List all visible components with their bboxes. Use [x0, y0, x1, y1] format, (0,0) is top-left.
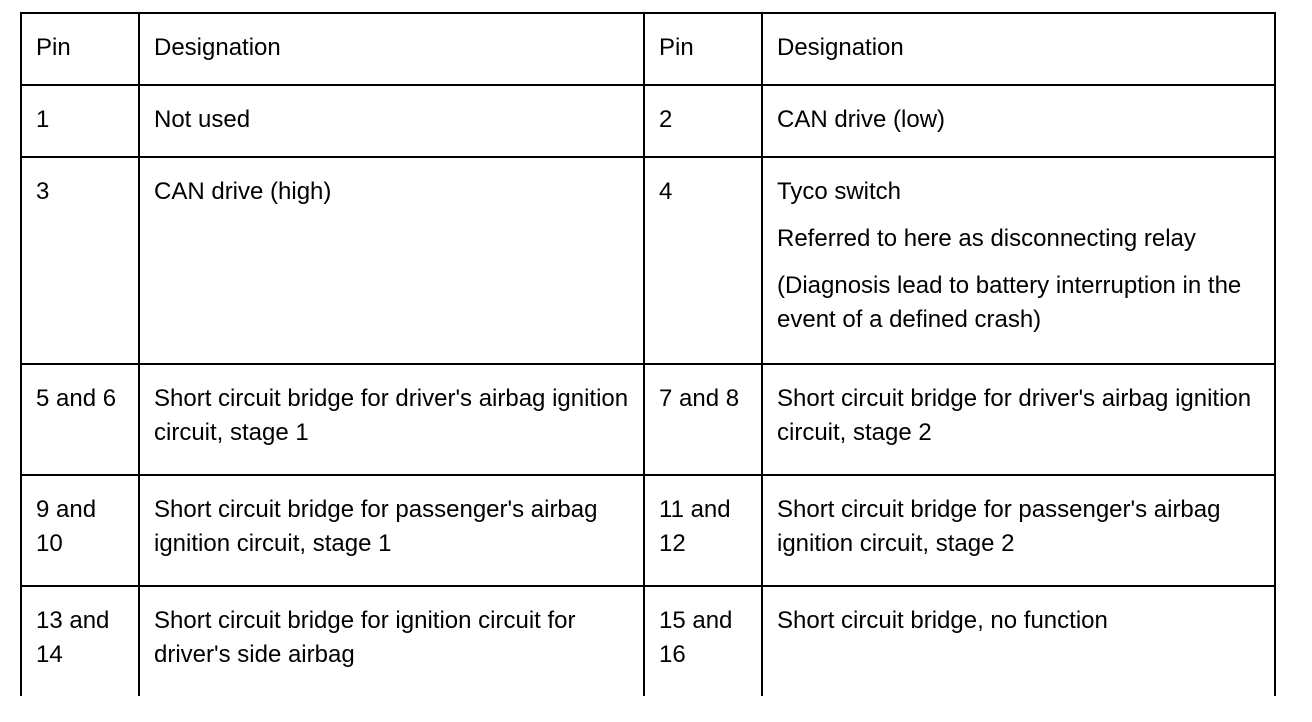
pin-a-cell: 9 and 10	[21, 475, 139, 586]
designation-b-cell: Short circuit bridge, no function	[762, 586, 1275, 696]
designation-b-cell: Short circuit bridge for passenger's airbag ignition circuit, stage 2	[762, 475, 1275, 586]
designation-a-cell: CAN drive (high)	[139, 157, 644, 364]
designation-a-cell: Short circuit bridge for driver's airbag ignition circuit, stage 1	[139, 364, 644, 475]
pin-a-cell: 13 and 14	[21, 586, 139, 696]
table-header-row	[21, 13, 1275, 85]
pin-b-cell: 7 and 8	[644, 364, 762, 475]
table-row	[21, 364, 1275, 475]
pin-b-cell: 2	[644, 85, 762, 157]
designation-line: Referred to here as disconnecting relay	[777, 225, 1196, 252]
header-pin-b: Pin	[644, 13, 762, 85]
pin-b-cell: 11 and 12	[644, 475, 762, 586]
table-row	[21, 157, 1275, 364]
pin-b-cell: 15 and 16	[644, 586, 762, 696]
header-pin-a: Pin	[21, 13, 139, 85]
table-row	[21, 85, 1275, 157]
designation-a-cell: Short circuit bridge for passenger's airbag ignition circuit, stage 1	[139, 475, 644, 586]
header-designation-b: Designation	[762, 13, 1275, 85]
designation-line: (Diagnosis lead to battery interruption in the event of a defined crash)	[777, 272, 1242, 333]
pin-assignment-table	[20, 12, 1276, 696]
pin-a-cell: 1	[21, 85, 139, 157]
table-row	[21, 475, 1275, 586]
pin-a-cell: 5 and 6	[21, 364, 139, 475]
pin-b-cell: 4	[644, 157, 762, 364]
designation-b-cell: Short circuit bridge for driver's airbag ignition circuit, stage 2	[762, 364, 1275, 475]
designation-a-cell: Short circuit bridge for ignition circuit for driver's side airbag	[139, 586, 644, 696]
designation-a-cell: Not used	[139, 85, 644, 157]
pin-a-cell: 3	[21, 157, 139, 364]
designation-b-cell	[762, 157, 1275, 364]
table-row	[21, 586, 1275, 696]
header-designation-a: Designation	[139, 13, 644, 85]
designation-b-cell: CAN drive (low)	[762, 85, 1275, 157]
designation-line: Tyco switch	[777, 178, 902, 205]
